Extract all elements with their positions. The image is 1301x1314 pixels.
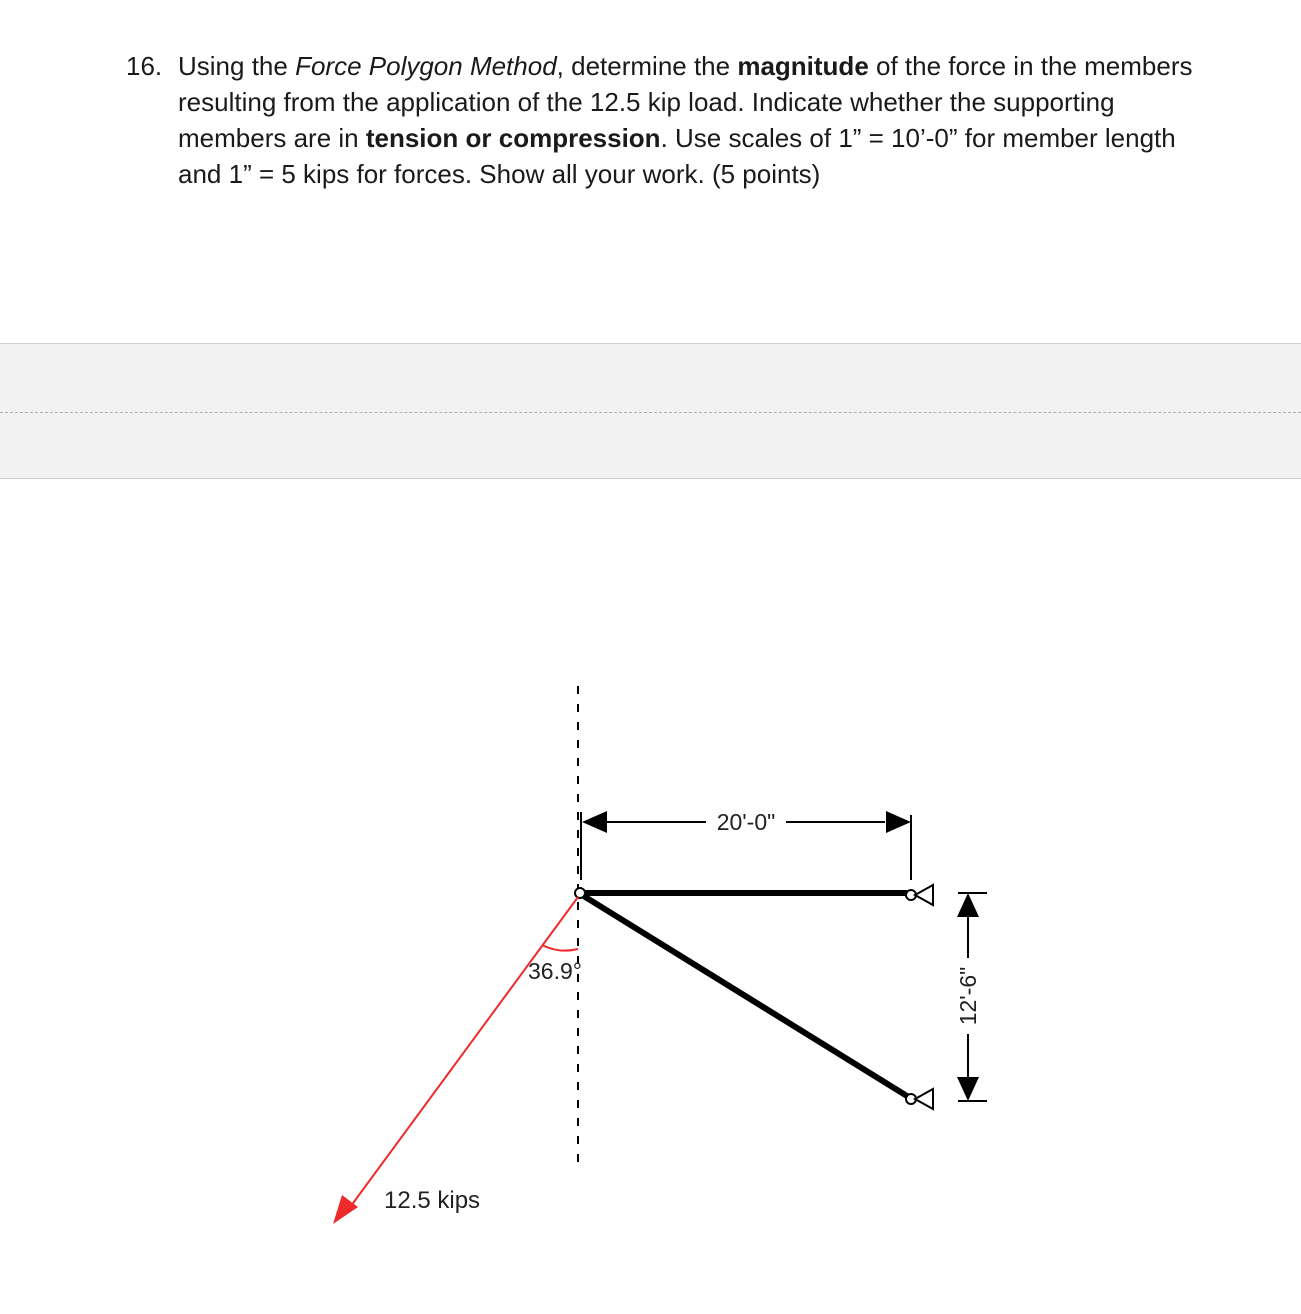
diagonal-member — [582, 895, 907, 1096]
top-support-icon — [915, 885, 933, 905]
question-text-part1: Using the — [178, 51, 296, 81]
question-text-part4: . Use scales of 1” = 10’-0” for member length and 1” = 5 kips for forces. Show all your work. (5 points) — [178, 123, 1176, 189]
method-name: Force Polygon Method — [295, 51, 557, 81]
tension-compression-emphasis: tension or compression — [365, 123, 661, 153]
angle-label: 36.9° — [528, 958, 582, 984]
span-label: 20'-0" — [716, 809, 776, 835]
height-label: 12'-6" — [955, 966, 981, 1026]
span-arrow-right — [886, 811, 911, 833]
question-text-part2: , determine the — [556, 51, 738, 81]
height-arrow-top — [957, 893, 979, 917]
question-text-part3: of the force in the members resulting from the application of the 12.5 kip load. Indicate whether the supporting members are in — [178, 51, 1193, 153]
bottom-support-icon — [915, 1089, 933, 1109]
question-number: 16. — [126, 51, 163, 81]
load-arrowhead — [333, 1195, 358, 1224]
magnitude-emphasis: magnitude — [737, 51, 869, 81]
height-arrow-bottom — [957, 1077, 979, 1101]
span-arrow-left — [582, 811, 607, 833]
joint-pin — [575, 888, 585, 898]
load-label: 12.5 kips — [384, 1187, 481, 1214]
angle-arc — [542, 945, 578, 951]
load-line — [348, 897, 578, 1210]
